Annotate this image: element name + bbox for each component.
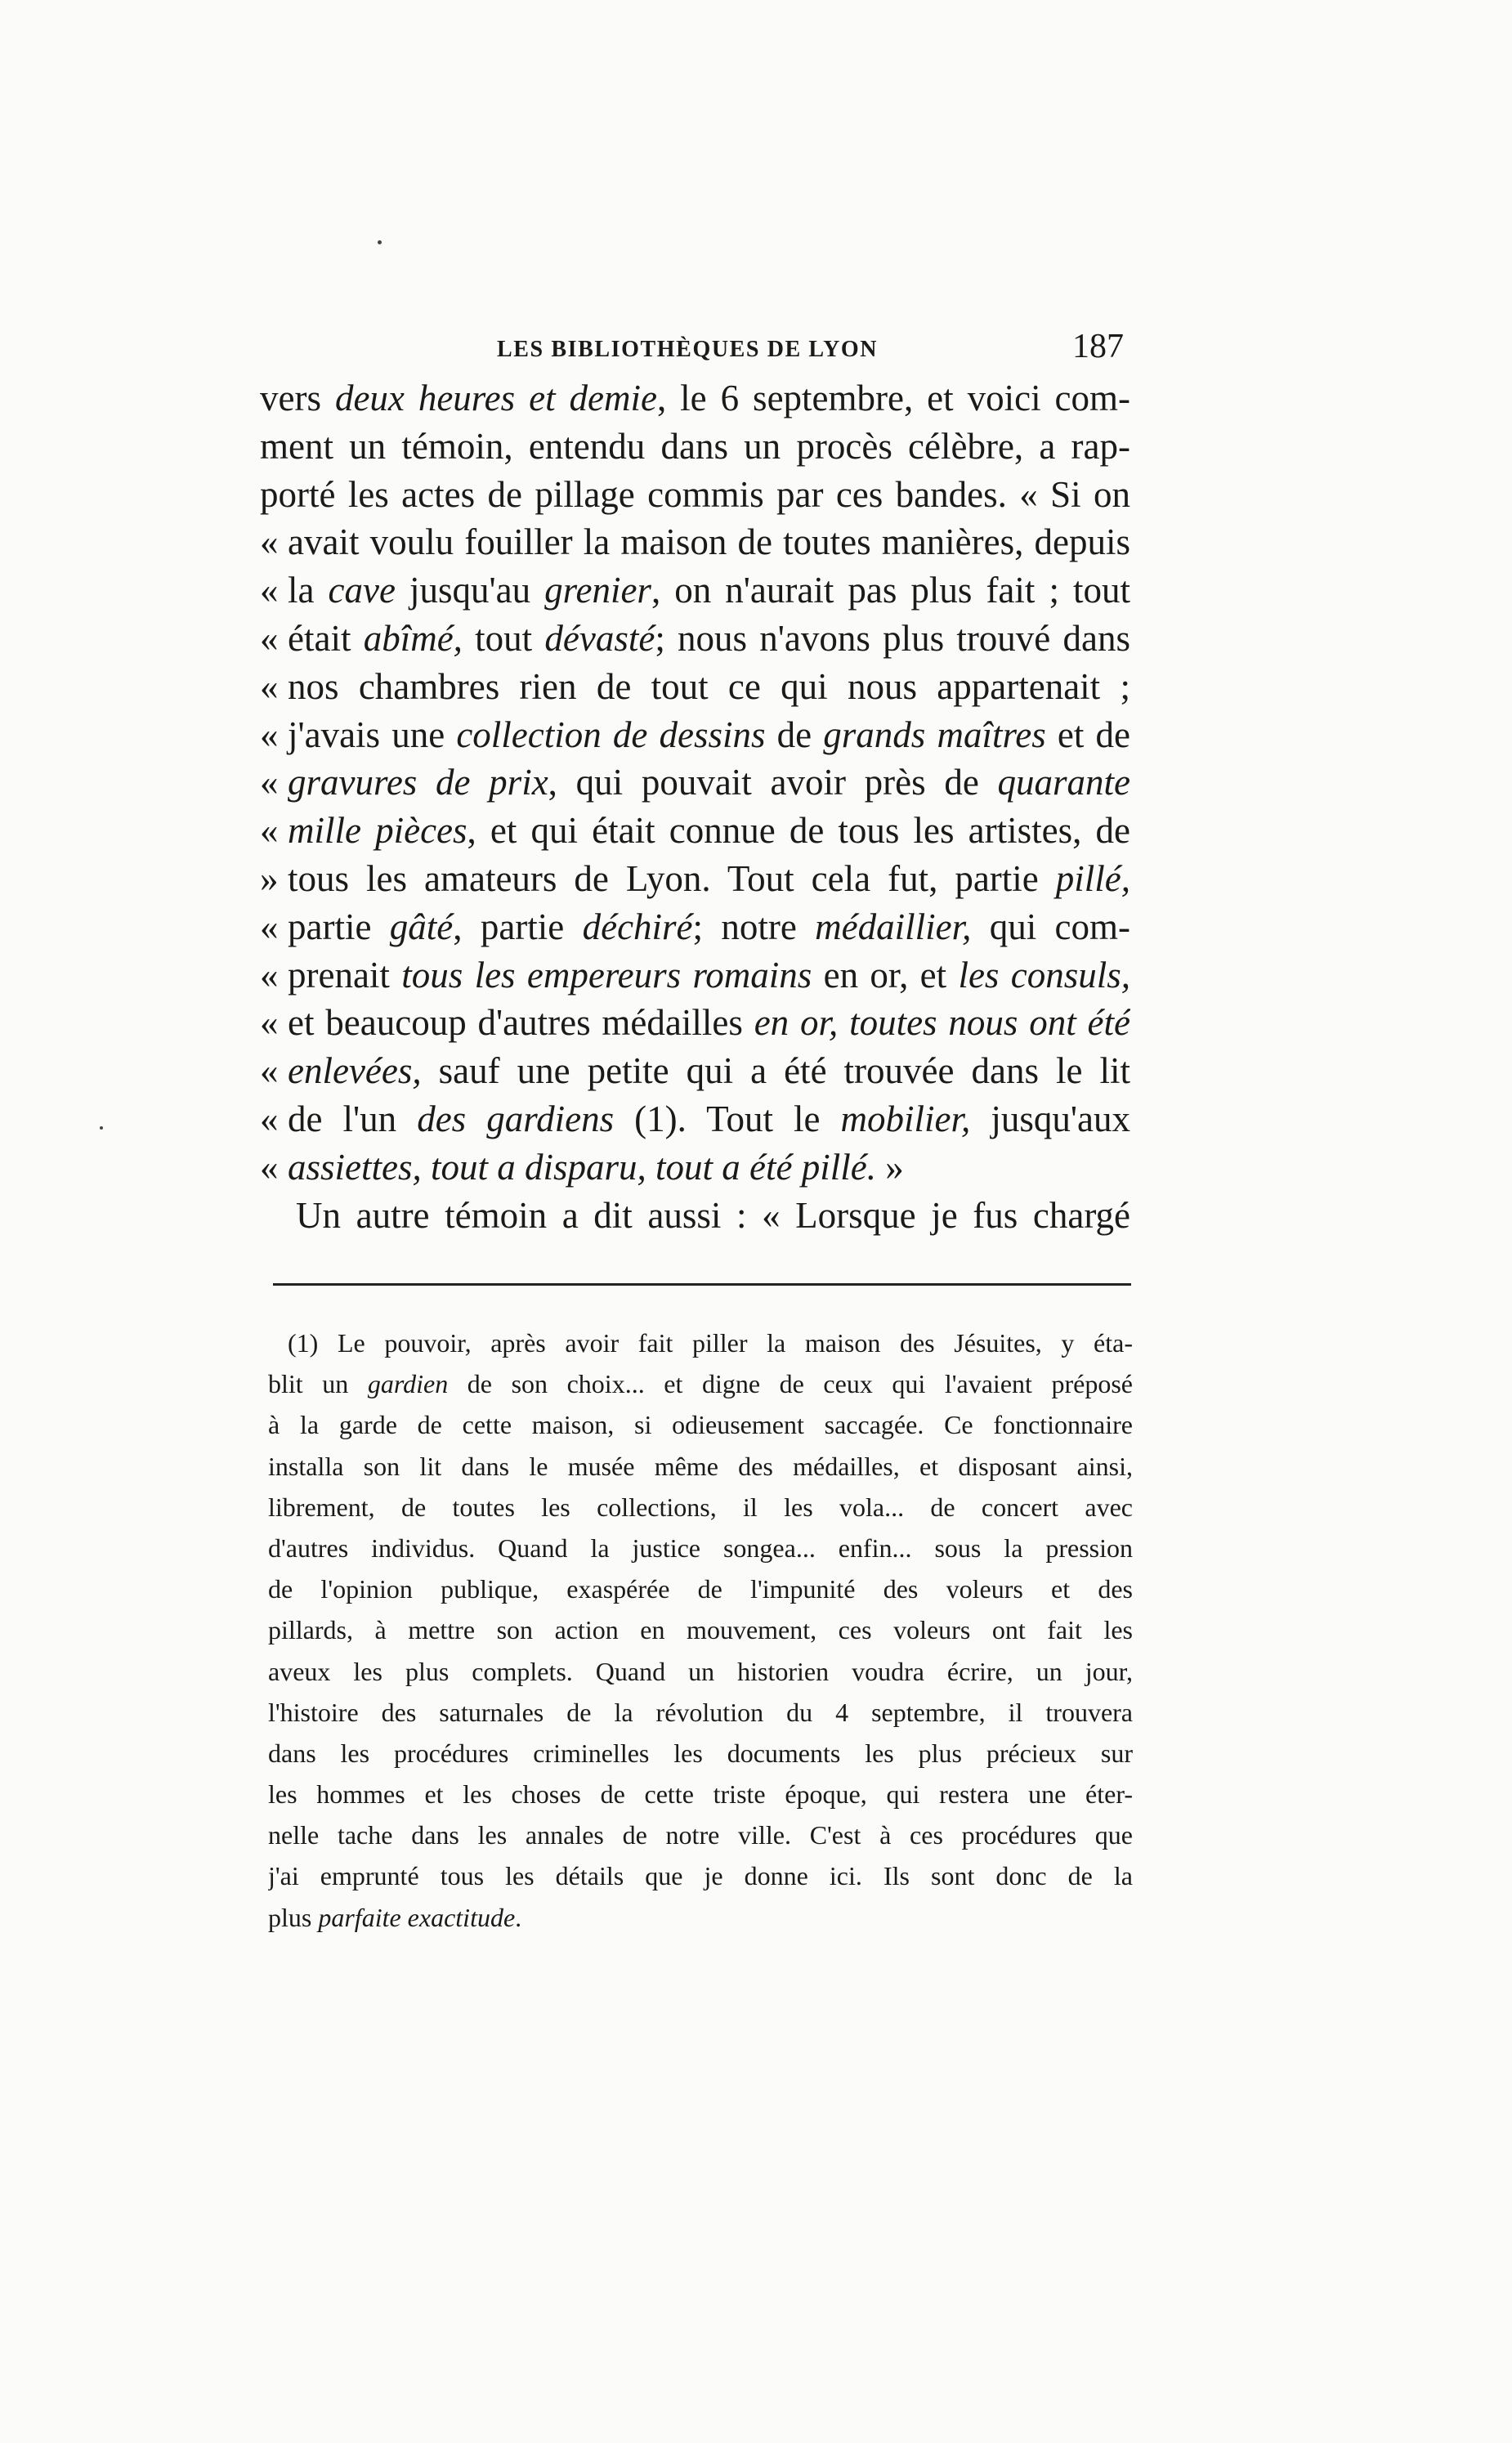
footnote-line: installa son lit dans le musée même des médailles, et disposant ainsi,: [268, 1451, 1133, 1481]
quote-mark: «: [260, 1002, 279, 1044]
text-line: « était abîmé, tout dévasté; nous n'avons plus trouvé dans: [260, 615, 1130, 663]
text-line: « assiettes, tout a disparu, tout a été pillé. »: [260, 1143, 1130, 1192]
text-line: porté les actes de pillage commis par ces bandes. « Si on: [260, 473, 1130, 515]
quote-mark: «: [260, 954, 279, 996]
text-line: « gravures de prix, qui pouvait avoir près de quarante: [260, 758, 1130, 807]
quote-mark: «: [260, 1098, 279, 1139]
quote-mark: «: [260, 665, 279, 707]
footnote-line: dans les procédures criminelles les documents les plus précieux sur: [268, 1738, 1133, 1768]
main-text: [260, 374, 1130, 1239]
text-line: « de l'un des gardiens (1). Tout le mobilier, jusqu'aux: [260, 1095, 1130, 1143]
quote-mark: «: [260, 1146, 279, 1188]
quote-mark: «: [260, 570, 279, 611]
scan-speck: [100, 1126, 103, 1130]
quote-mark: «: [260, 762, 279, 803]
quote-mark: «: [260, 714, 279, 755]
text-line: Un autre témoin a dit aussi : « Lorsque je fus chargé: [296, 1194, 1130, 1236]
footnote-line: aveux les plus complets. Quand un historien voudra écrire, un jour,: [268, 1656, 1133, 1686]
footnote-line: les hommes et les choses de cette triste époque, qui restera une éter-: [268, 1779, 1133, 1810]
quote-mark: «: [260, 906, 279, 947]
scan-speck: [378, 240, 382, 244]
footnote-line: plus parfaite exactitude.: [268, 1902, 522, 1932]
footnote-line: de l'opinion publique, exaspérée de l'impunité des voleurs et des: [268, 1574, 1133, 1604]
text-line: « partie gâté, partie déchiré; notre médaillier, qui com-: [260, 903, 1130, 951]
footnote-line: nelle tache dans les annales de notre ville. C'est à ces procédures que: [268, 1820, 1133, 1850]
text-line: ment un témoin, entendu dans un procès célèbre, a rap-: [260, 425, 1130, 467]
footnote-line: j'ai emprunté tous les détails que je donne ici. Ils sont donc de la: [268, 1861, 1133, 1891]
page-header: [260, 327, 1130, 376]
text-line: « prenait tous les empereurs romains en or, et les consuls,: [260, 951, 1130, 1000]
footnote-line: (1) Le pouvoir, après avoir fait piller la maison des Jésuites, y éta-: [288, 1328, 1133, 1358]
footnote-line: librement, de toutes les collections, il les vola... de concert avec: [268, 1492, 1133, 1522]
quote-mark: «: [260, 1050, 279, 1092]
text-line: vers deux heures et demie, le 6 septembre, et voici com-: [260, 378, 1130, 418]
footnote-line: d'autres individus. Quand la justice songea... enfin... sous la pression: [268, 1532, 1133, 1563]
page-number: 187: [1072, 328, 1124, 365]
quote-mark: «: [260, 521, 279, 563]
footnote-line: pillards, à mettre son action en mouvement, ces voleurs ont fait les: [268, 1615, 1133, 1645]
running-head: LES BIBLIOTHÈQUES DE LYON: [497, 337, 879, 362]
text-line: « avait voulu fouiller la maison de toutes manières, depuis: [260, 518, 1130, 566]
quote-mark: «: [260, 810, 279, 852]
footnote: [268, 1322, 1133, 1938]
text-line: « enlevées, sauf une petite qui a été trouvée dans le lit: [260, 1047, 1130, 1095]
footnote-line: blit un gardien de son choix... et digne de ceux qui l'avaient préposé: [268, 1369, 1133, 1399]
text-line: « la cave jusqu'au grenier, on n'aurait pas plus fait ; tout: [260, 566, 1130, 615]
text-line: « et beaucoup d'autres médailles en or, toutes nous ont été: [260, 999, 1130, 1047]
text-line: « mille pièces, et qui était connue de tous les artistes, de: [260, 807, 1130, 855]
footnote-divider: [273, 1283, 1131, 1286]
text-line: « nos chambres rien de tout ce qui nous appartenait ;: [260, 663, 1130, 711]
footnote-line: à la garde de cette maison, si odieusement saccagée. Ce fonctionnaire: [268, 1410, 1133, 1440]
quote-mark: »: [260, 857, 279, 899]
text-line: » tous les amateurs de Lyon. Tout cela fut, partie pillé,: [260, 855, 1130, 903]
quote-mark: «: [260, 617, 279, 659]
footnote-line: l'histoire des saturnales de la révolution du 4 septembre, il trouvera: [268, 1697, 1133, 1727]
text-line: « j'avais une collection de dessins de grands maîtres et de: [260, 711, 1130, 759]
